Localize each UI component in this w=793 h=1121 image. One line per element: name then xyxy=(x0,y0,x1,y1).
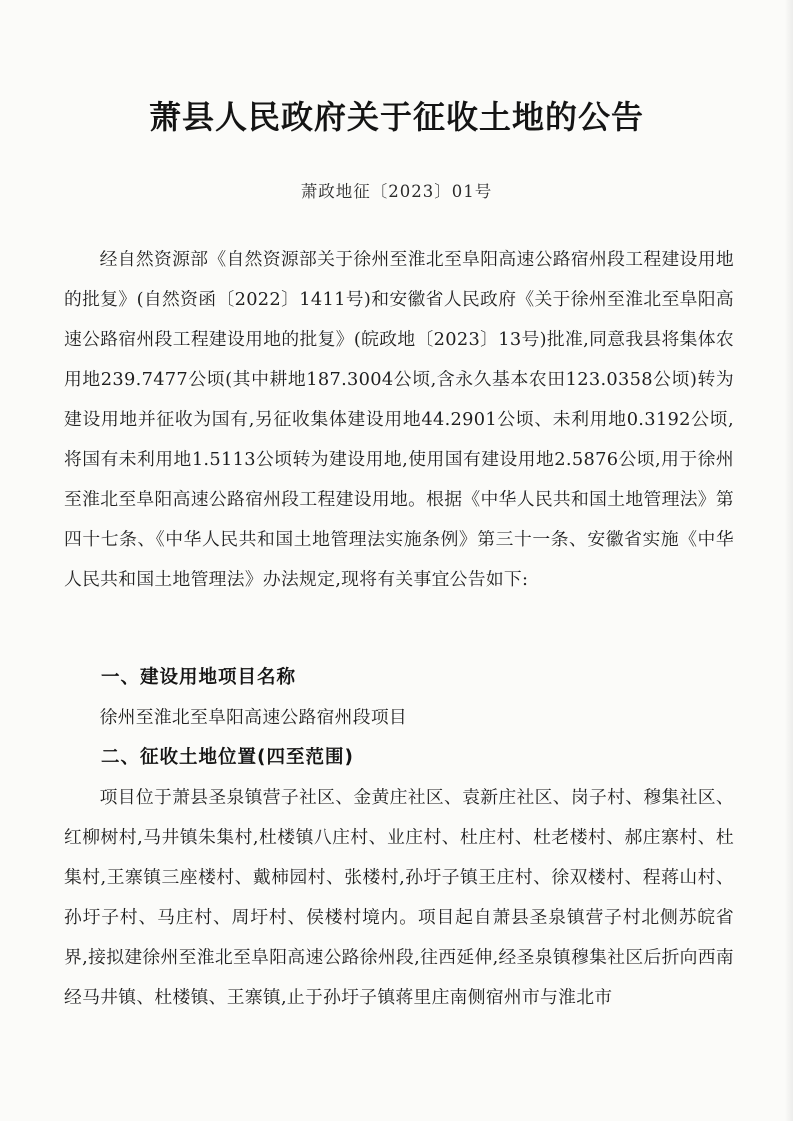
document-number: 萧政地征〔2023〕01号 xyxy=(300,182,493,201)
page-edge-shadow xyxy=(785,0,793,1121)
section-heading-project-name: 一、建设用地项目名称 xyxy=(101,667,297,688)
project-name-paragraph: 徐州至淮北至阜阳高速公路宿州段项目 xyxy=(99,707,407,728)
section-heading-land-location: 二、征收土地位置(四至范围) xyxy=(101,747,354,768)
land-location-paragraph: 项目位于萧县圣泉镇营子社区、金黄庄社区、袁新庄社区、岗子村、穆集社区、红柳树村,马井镇朱集村,杜楼镇八庄村、业庄村、杜庄村、杜老楼村、郝庄寨村、杜集村,王寨镇三座楼村、戴柿园村、张楼村,孙圩子镇王庄村、徐双楼村、程蒋山村、孙圩子村、马庄村、周圩村、侯楼村境内。项目起自萧县圣泉镇营子村北侧苏皖省界,接拟建徐州至淮北至阜阳高速公路徐州段,往西延伸,经圣泉镇穆集社区后折向西南经马井镇、杜楼镇、王寨镇,止于孙圩子镇蒋里庄南侧宿州市与淮北市 xyxy=(64,787,734,1008)
document-title: 萧县人民政府关于征收土地的公告 xyxy=(148,98,644,136)
intro-paragraph: 经自然资源部《自然资源部关于徐州至淮北至阜阳高速公路宿州段工程建设用地的批复》(自然资函〔2022〕1411号)和安徽省人民政府《关于徐州至淮北至阜阳高速公路宿州段工程建设用地的批复》(皖政地〔2023〕13号)批准,同意我县将集体农用地239.7477公顷(其中耕地187.3004公顷,含永久基本农田123.0358公顷)转为建设用地并征收为国有,另征收集体建设用地44.2901公顷、未利用地0.3192公顷,将国有未利用地1.5113公顷转为建设用地,使用国有建设用地2.5876公顷,用于徐州至淮北至阜阳高速公路宿州段工程建设用地。根据《中华人民共和国土地管理法》第四十七条、《中华人民共和国土地管理法实施条例》第三十一条、安徽省实施《中华人民共和国土地管理法》办法规定,现将有关事宜公告如下: xyxy=(64,249,734,590)
